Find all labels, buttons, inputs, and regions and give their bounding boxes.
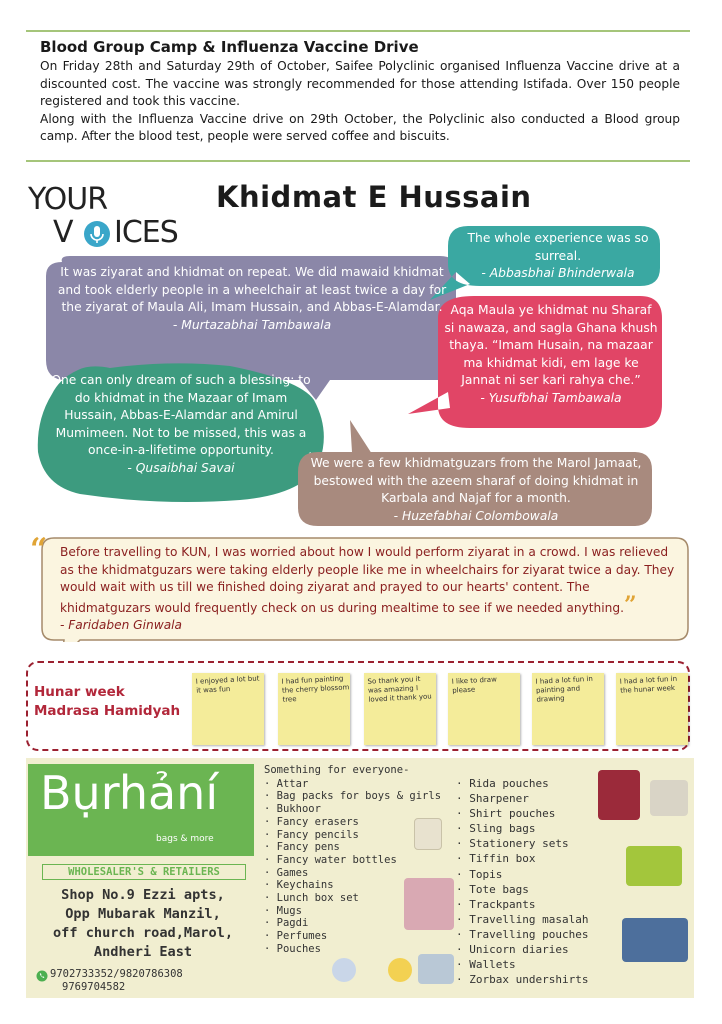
brand-name: Bụrhảní (40, 766, 219, 820)
product-list-2 (456, 776, 588, 987)
product-item: · Sling bags (456, 822, 536, 836)
photo-pouch (414, 818, 442, 850)
product-item: · Travelling pouches (456, 927, 589, 941)
bubble-qusai (50, 372, 312, 477)
bubble-yusuf-author: - Yusufbhai Tambawala (480, 390, 622, 405)
sticky-note-2-text: I had fun painting the cherry blossom tree (281, 674, 350, 704)
sticky-note-6 (616, 673, 688, 745)
sticky-note-3 (364, 673, 436, 745)
photo-red-bag (598, 770, 640, 820)
product-item: · Sharpener (456, 792, 529, 806)
photo-green-tiffin (626, 846, 682, 886)
page-title: Khidmat E Hussain (216, 180, 532, 214)
product-item: · Fancy erasers (264, 815, 359, 828)
hunar-label (34, 683, 180, 721)
product-item: · Unicorn diaries (456, 943, 569, 957)
product-item: · Tiffin box (456, 852, 536, 866)
product-item: · Travelling masalah (456, 912, 589, 926)
hunar-line-2: Madrasa Hamidyah (34, 703, 181, 719)
product-item: · Fancy water bottles (264, 853, 397, 866)
photo-rida-pouch (404, 878, 454, 930)
quote-text-block (60, 544, 680, 635)
bubble-murtaza (52, 264, 452, 334)
burhani-advertisement (26, 758, 694, 998)
product-item: · Bag packs for boys & girls (264, 790, 442, 803)
sticky-note-1 (192, 673, 264, 745)
logo-v: V (53, 215, 74, 250)
phone-line-1: 9702733352/9820786308 (50, 968, 183, 980)
news-heading: Blood Group Camp & Influenza Vaccine Drive (40, 38, 419, 56)
brand-tagline: bags & more (156, 834, 214, 844)
bubble-yusuf (444, 302, 658, 407)
photo-stationery (650, 780, 688, 816)
product-item: · Bukhoor (264, 803, 321, 816)
sticky-note-5 (532, 673, 604, 745)
phone-numbers (50, 968, 183, 994)
bubble-abbas-text: The whole experience was so surreal. (467, 231, 649, 263)
product-item: · Pouches (264, 942, 321, 955)
bubble-qusai-text: One can only dream of such a blessing: to do khidmat in the Mazaar of Imam Hussain, Abbas-E-Alamdar and Amirul Mumimeen. Not to be missed, this was a once-in-a-lifetime opportunity. (51, 373, 311, 457)
sticky-note-5-text: I had a lot fun in painting and drawing (535, 674, 594, 704)
phone-line-2: 9769704582 (62, 981, 126, 993)
news-paragraph-1: On Friday 28th and Saturday 29th of October, Saifee Polyclinic organised Influenza Vaccine drive at a discounted cost. The vaccine was strongly recommended for those attending Istifada. Over 150 people registered and took this vaccine. (40, 59, 680, 108)
shop-address (30, 886, 256, 962)
address-line-4: Andheri East (93, 944, 193, 960)
product-item: · Stationery sets (456, 837, 569, 851)
whatsapp-icon (36, 970, 48, 982)
bubble-huzefa (306, 455, 646, 525)
bubble-murtaza-text: It was ziyarat and khidmat on repeat. We did mawaid khidmat and took elderly people in a wheelchair at least twice a day for the ziyarat of Maula Ali, Imam Hussain, and Abbas-E-Alamdar. (57, 265, 447, 314)
product-item: · Fancy pencils (264, 828, 359, 841)
bubble-yusuf-text: Aqa Maula ye khidmat nu Sharaf si nawaza, and sagla Ghana khush thaya. “Imam Husain, na mazaar ma khidmat kidi, em lage ke Jannat ni ser kari rahya che.” (444, 303, 658, 387)
burhani-logo (28, 764, 254, 856)
product-item: · Trackpants (456, 897, 536, 911)
sticky-note-6-text: I had a lot fun in the hunar week (619, 674, 678, 695)
sticky-note-4-text: I like to draw please (451, 675, 498, 695)
open-quote-icon: “ (30, 532, 48, 567)
product-item: · Wallets (456, 958, 516, 972)
product-item: · Games (264, 866, 309, 879)
bubble-abbas (460, 230, 656, 283)
quote-text: Before travelling to KUN, I was worried about how I would perform ziyarat in a crowd. I was relieved as the khidmatguzars were taking elderly people like me in wheelchairs for ziyarat twice a day. They would wait with us till we finished doing ziyarat and prayed to our hearts' content. The khidmatguzars would frequently check on us during mealtime to see if we needed anything. (60, 545, 675, 615)
bubble-huzefa-text: We were a few khidmatguzars from the Marol Jamaat, bestowed with the azeem sharaf of doing khidmat in Karbala and Najaf for a month. (310, 456, 642, 505)
logo-your: YOUR (28, 182, 108, 217)
product-item: · Fancy pens (264, 841, 340, 854)
address-line-2: Opp Mubarak Manzil, (65, 906, 221, 922)
hunar-week-panel (26, 661, 690, 751)
photo-keychain-3 (418, 954, 454, 984)
hunar-line-1: Hunar week (34, 684, 125, 700)
sticky-note-2 (278, 673, 350, 745)
address-line-1: Shop No.9 Ezzi apts, (61, 887, 225, 903)
product-item: · Shirt pouches (456, 807, 556, 821)
product-item: · Zorbax undershirts (456, 973, 589, 987)
bubble-huzefa-author: - Huzefabhai Colombowala (393, 508, 559, 523)
product-headline: Something for everyone- (264, 764, 410, 776)
product-item: · Mugs (264, 904, 302, 917)
news-paragraph-2: Along with the Influenza Vaccine drive on 29th October, the Polyclinic also conducted a Blood group camp. After the blood test, people were served coffee and biscuits. (40, 111, 680, 143)
sticky-note-3-text: So thank you it was amazing I loved it thank you (367, 675, 432, 704)
sticky-note-4 (448, 673, 520, 745)
quote-author: - Faridaben Ginwala (60, 618, 183, 632)
product-item: · Topis (456, 867, 503, 881)
product-item: · Keychains (264, 879, 334, 892)
wholesaler-badge: WHOLESALER'S & RETAILERS (42, 864, 246, 880)
bubble-abbas-author: - Abbasbhai Bhinderwala (481, 266, 635, 280)
product-item: · Tote bags (456, 882, 529, 896)
product-item: · Rida pouches (456, 777, 549, 790)
photo-keychain-2 (388, 958, 412, 982)
close-quote-icon: ” (624, 591, 637, 618)
bubble-qusai-author: - Qusaibhai Savai (127, 460, 235, 475)
bubble-murtaza-author: - Murtazabhai Tambawala (172, 317, 332, 332)
product-item: · Perfumes (264, 930, 328, 943)
logo-ices: ICES (114, 215, 178, 250)
product-item: · Lunch box set (264, 892, 359, 905)
product-item: · Pagdi (264, 917, 309, 930)
quote-box (30, 532, 690, 642)
address-line-3: off church road,Marol, (52, 925, 234, 941)
photo-sling-bag (622, 918, 688, 962)
photo-keychain-1 (332, 958, 356, 982)
product-item: · Attar (264, 777, 309, 790)
sticky-note-1-text: I enjoyed a lot but it was fun (195, 674, 260, 695)
